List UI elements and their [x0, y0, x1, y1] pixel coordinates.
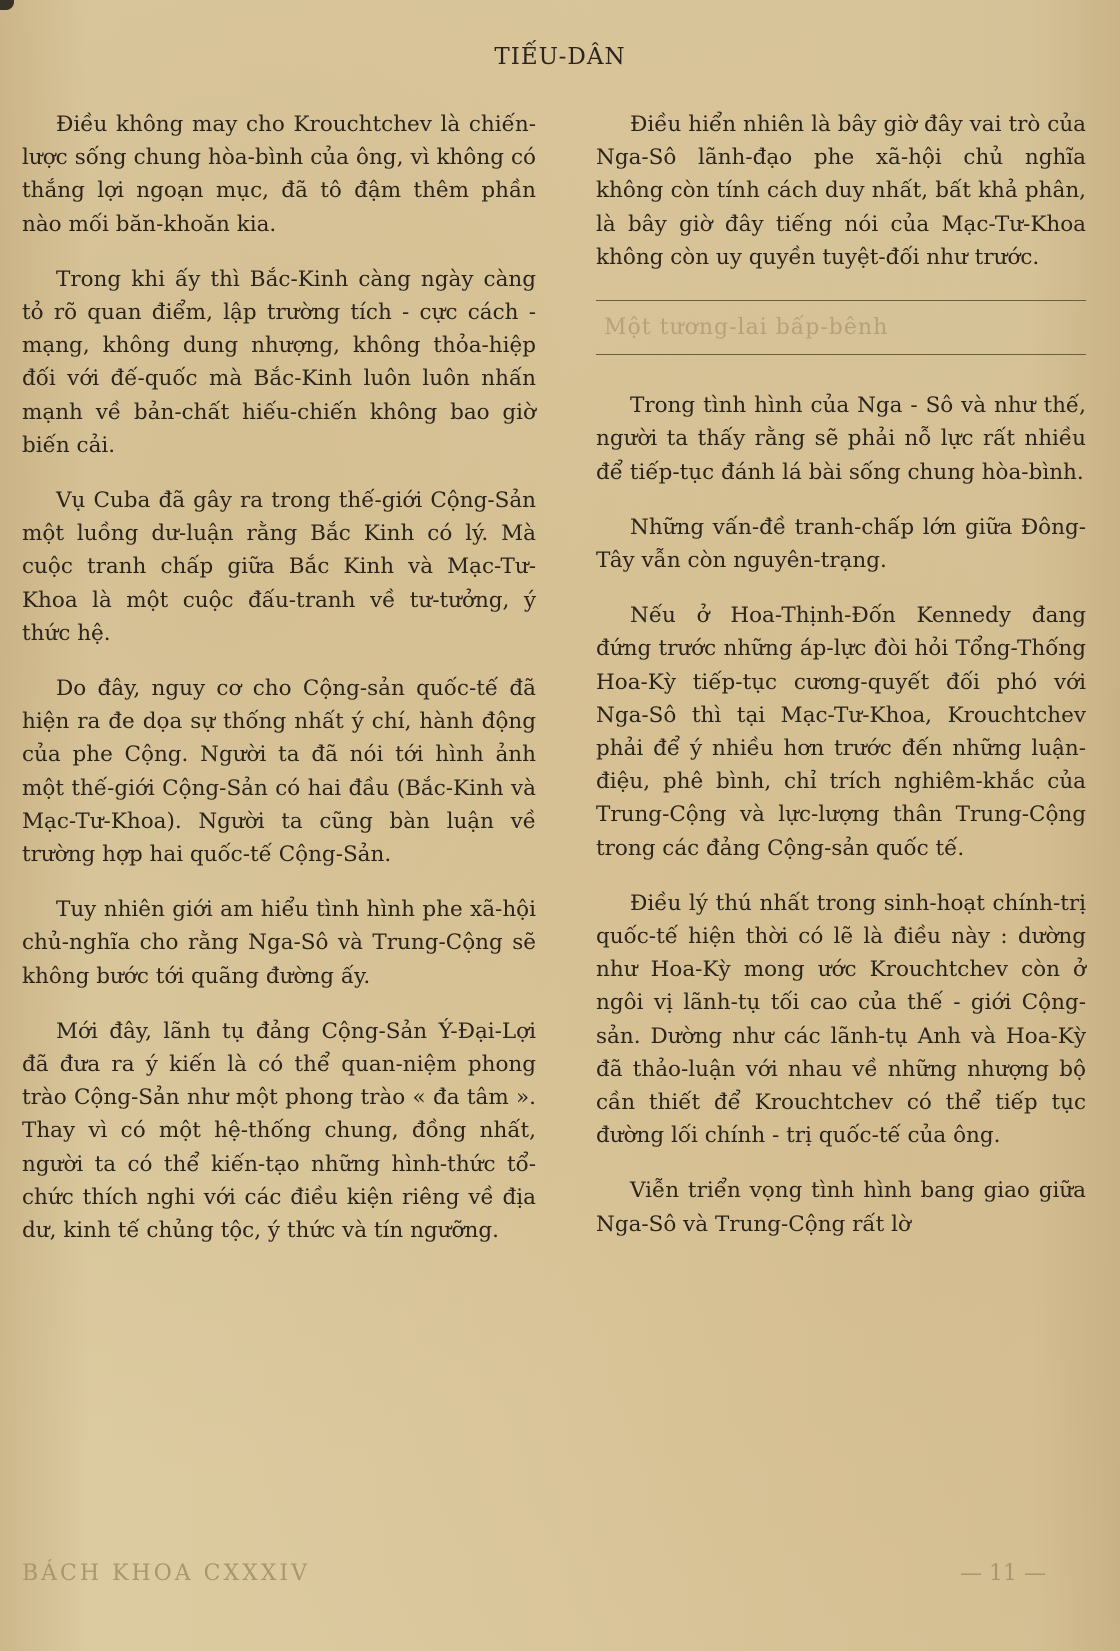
publication-footer: BÁCH KHOA CXXXIV	[22, 1561, 311, 1586]
left-column	[22, 108, 536, 1269]
paragraph: Điều hiển nhiên là bây giờ đây vai trò của Nga-Sô lãnh-đạo phe xã-hội chủ nghĩa không còn tính cách duy nhất, bất khả phân, là bây giờ đây tiếng nói của Mạc-Tư-Khoa không còn uy quyền tuyệt-đối như trước.	[596, 112, 1086, 270]
paragraph: Điều lý thú nhất trong sinh-hoạt chính-trị quốc-tế hiện thời có lẽ là điều này : dường như Hoa-Kỳ mong ước Krouchtchev còn ở ngôi vị lãnh-tụ tối cao của thế - giới Cộng-sản. Dường như các lãnh-tụ Anh và Hoa-Kỳ đã thảo-luận với nhau về những nhượng bộ cần thiết để Krouchtchev có thể tiếp tục đường lối chính - trị quốc-tế của ông.	[596, 890, 1086, 1149]
page-number: — 11 —	[960, 1561, 1046, 1586]
section-heading-rule	[596, 300, 1086, 355]
section-heading: Một tương-lai bấp-bênh	[604, 315, 889, 341]
paragraph: Nếu ở Hoa-Thịnh-Đốn Kennedy đang đứng trước những áp-lực đòi hỏi Tổng-Thống Hoa-Kỳ tiếp-tục cương-quyết đối phó với Nga-Sô thì tại Mạc-Tư-Khoa, Krouchtchev phải để ý nhiều hơn trước đến những luận-điệu, phê bình, chỉ trích nghiêm-khắc của Trung-Cộng và lực-lượng thân Trung-Cộng trong các đảng Cộng-sản quốc tế.	[596, 603, 1086, 861]
paragraph: Tuy nhiên giới am hiểu tình hình phe xã-hội chủ-nghĩa cho rằng Nga-Sô và Trung-Cộng sẽ không bước tới quãng đường ấy.	[22, 897, 536, 989]
paragraph: Những vấn-đề tranh-chấp lớn giữa Đông-Tây vẫn còn nguyên-trạng.	[596, 514, 1086, 574]
paragraph: Mới đây, lãnh tụ đảng Cộng-Sản Ý-Đại-Lợi đã đưa ra ý kiến là có thể quan-niệm phong trào Cộng-Sản như một phong trào « đa tâm ». Thay vì có một hệ-thống chung, đồng nhất, người ta có thể kiến-tạo những hình-thức tổ-chức thích nghi với các điều kiện riêng về địa dư, kinh tế chủng tộc, ý thức và tín ngưỡng.	[22, 1018, 536, 1244]
running-header: TIẾU-DÂN	[494, 44, 626, 70]
paragraph: Điều không may cho Krouchtchev là chiến-lược sống chung hòa-bình của ông, vì không có thắng lợi ngoạn mục, đã tô đậm thêm phần nào mối băn-khoăn kia.	[22, 112, 536, 237]
paragraph: Trong khi ấy thì Bắc-Kinh càng ngày càng tỏ rõ quan điểm, lập trường tích - cực cách - mạng, không dung nhượng, không thỏa-hiệp đối với đế-quốc mà Bắc-Kinh luôn luôn nhấn mạnh về bản-chất hiếu-chiến không bao giờ biến cải.	[22, 266, 536, 458]
paragraph: Viễn triển vọng tình hình bang giao giữa Nga-Sô và Trung-Cộng rất lờ	[596, 1178, 1086, 1237]
paragraph: Trong tình hình của Nga - Sô và như thế, người ta thấy rằng sẽ phải nỗ lực rất nhiều để tiếp-tục đánh lá bài sống chung hòa-bình.	[596, 393, 1086, 485]
right-column	[596, 108, 1086, 1263]
paragraph: Do đây, nguy cơ cho Cộng-sản quốc-tế đã hiện ra đe dọa sự thống nhất ý chí, hành động của phe Cộng. Người ta đã nói tới hình ảnh một thế-giới Cộng-Sản có hai đầu (Bắc-Kinh và Mạc-Tư-Khoa). Người ta cũng bàn luận về trường hợp hai quốc-tế Cộng-Sản.	[22, 676, 536, 868]
page-corner-mark	[0, 0, 14, 10]
paragraph: Vụ Cuba đã gây ra trong thế-giới Cộng-Sản một luồng dư-luận rằng Bắc Kinh có lý. Mà cuộc tranh chấp giữa Bắc Kinh và Mạc-Tư-Khoa là một cuộc đấu-tranh về tư-tưởng, ý thức hệ.	[22, 488, 536, 646]
